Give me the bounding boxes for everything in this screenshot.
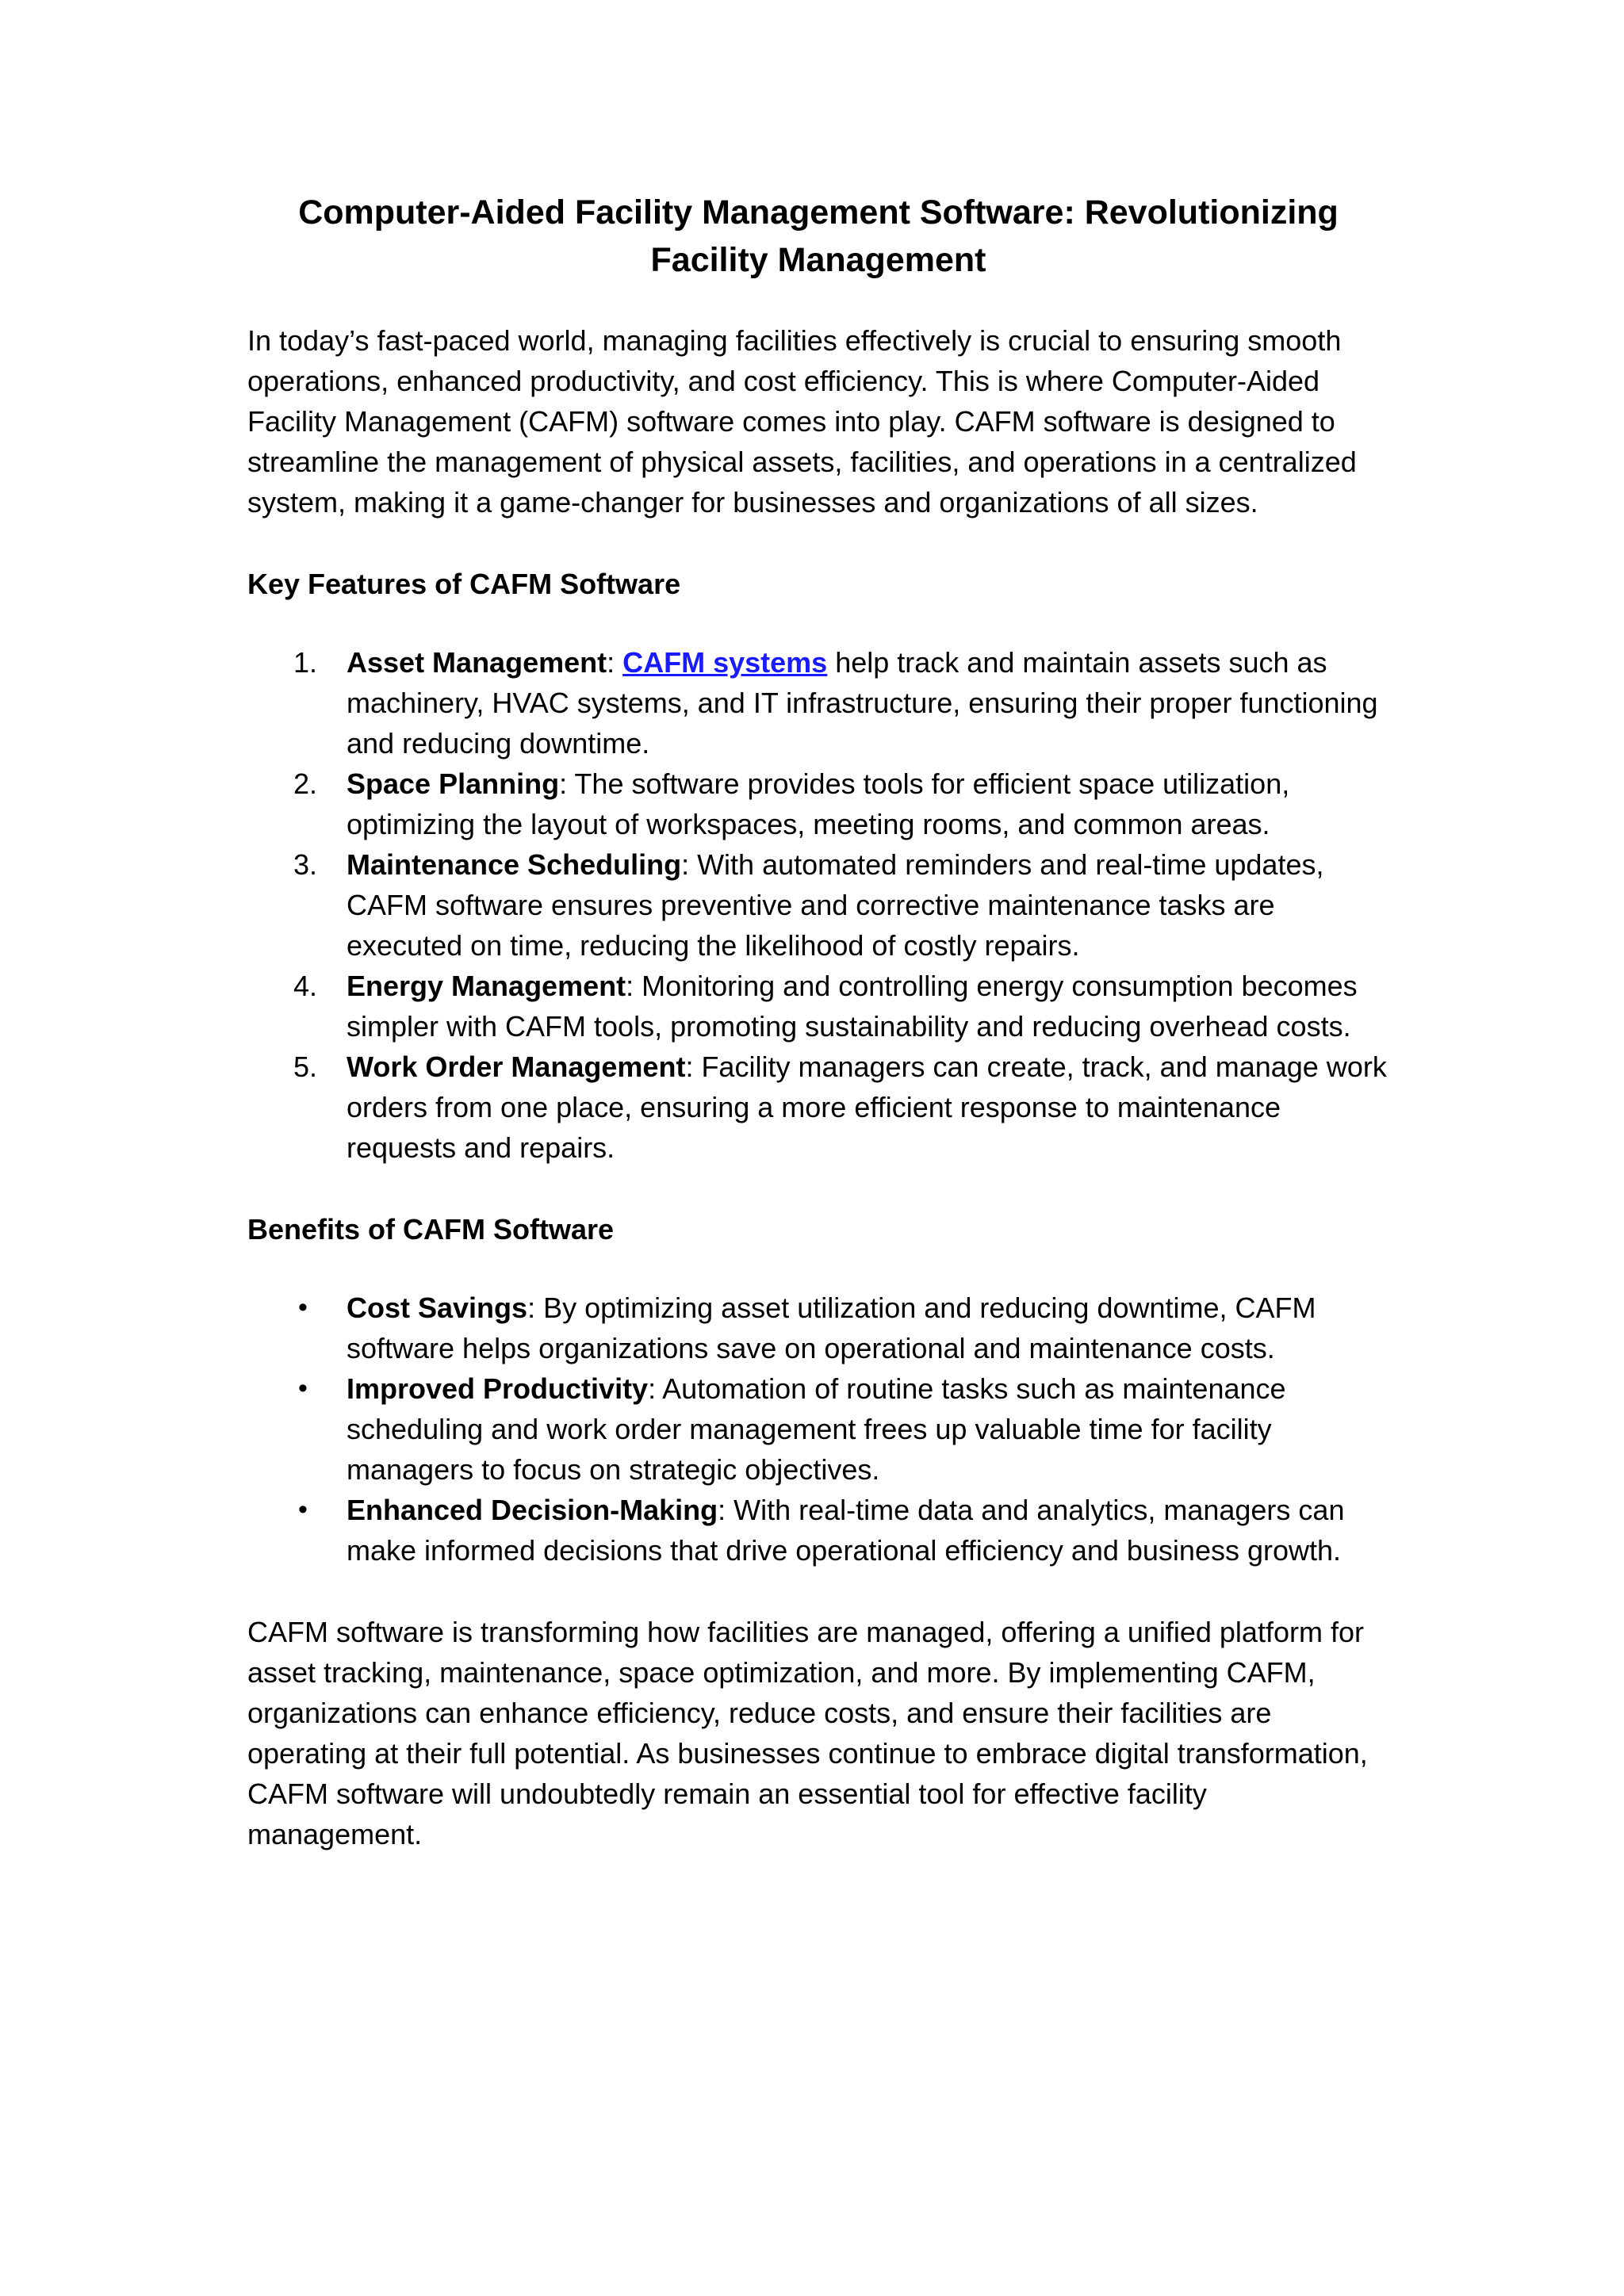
benefit-text: : With real-time data and analytics, managers can make informed decisions that drive operational efficiency and business growth. xyxy=(347,1494,1345,1567)
feature-separator: : xyxy=(607,646,623,679)
feature-item xyxy=(247,844,1389,966)
features-list xyxy=(247,642,1389,1168)
features-heading: Key Features of CAFM Software xyxy=(247,568,681,600)
list-number: 1. xyxy=(293,646,318,679)
feature-term: Space Planning xyxy=(347,767,560,800)
feature-term: Asset Management xyxy=(347,646,607,679)
page-title: Computer-Aided Facility Management Software: Revolutionizing Facility Management xyxy=(298,193,1339,279)
feature-item xyxy=(247,1047,1389,1168)
list-number: 2. xyxy=(293,767,318,800)
bullet-icon: • xyxy=(298,1373,308,1403)
feature-text: : The software provides tools for efficient space utilization, optimizing the layout of workspaces, meeting rooms, and common areas. xyxy=(347,767,1290,840)
feature-item xyxy=(247,642,1389,763)
document-page xyxy=(247,189,1389,1854)
cafm-systems-link[interactable]: CAFM systems xyxy=(622,646,828,679)
feature-text: : With automated reminders and real-time updates, CAFM software ensures preventive and corrective maintenance tasks are executed on time, reducing the likelihood of costly repairs. xyxy=(347,848,1324,962)
benefit-text: : Automation of routine tasks such as maintenance scheduling and work order management frees up valuable time for facility managers to focus on strategic objectives. xyxy=(347,1372,1286,1486)
feature-text: : Monitoring and controlling energy consumption becomes simpler with CAFM tools, promoting sustainability and reducing overhead costs. xyxy=(347,970,1358,1043)
list-number: 5. xyxy=(293,1050,318,1083)
intro-paragraph: In today’s fast-paced world, managing facilities effectively is crucial to ensuring smooth operations, enhanced productivity, and cost efficiency. This is where Computer-Aided Facility Management (CAFM) software comes into play. CAFM software is designed to streamline the management of physical assets, facilities, and operations in a centralized system, making it a game-changer for businesses and organizations of all sizes. xyxy=(247,324,1357,519)
benefits-list xyxy=(247,1288,1389,1571)
bullet-icon: • xyxy=(298,1292,308,1322)
benefit-term: Cost Savings xyxy=(347,1292,528,1324)
feature-text: : Facility managers can create, track, and manage work orders from one place, ensuring a more efficient response to maintenance requests and repairs. xyxy=(347,1050,1387,1164)
list-number: 3. xyxy=(293,848,318,881)
feature-term: Work Order Management xyxy=(347,1050,686,1083)
benefit-item xyxy=(247,1490,1389,1571)
feature-text: help track and maintain assets such as machinery, HVAC systems, and IT infrastructure, ensuring their proper functioning and reducing downtime. xyxy=(347,646,1378,760)
feature-term: Maintenance Scheduling xyxy=(347,848,682,881)
benefits-heading: Benefits of CAFM Software xyxy=(247,1213,615,1246)
benefit-term: Improved Productivity xyxy=(347,1372,649,1405)
list-number: 4. xyxy=(293,970,318,1002)
bullet-icon: • xyxy=(298,1494,308,1525)
feature-item xyxy=(247,763,1389,844)
conclusion-paragraph: CAFM software is transforming how facilities are managed, offering a unified platform for asset tracking, maintenance, space optimization, and more. By implementing CAFM, organizations can enhance efficiency, reduce costs, and ensure their facilities are operating at their full potential. As businesses continue to embrace digital transformation, CAFM software will undoubtedly remain an essential tool for effective facility management. xyxy=(247,1616,1368,1850)
feature-item xyxy=(247,966,1389,1047)
benefit-term: Enhanced Decision-Making xyxy=(347,1494,718,1526)
benefit-item xyxy=(247,1288,1389,1368)
benefit-item xyxy=(247,1368,1389,1490)
feature-term: Energy Management xyxy=(347,970,626,1002)
benefit-text: : By optimizing asset utilization and reducing downtime, CAFM software helps organizations save on operational and maintenance costs. xyxy=(347,1292,1316,1364)
